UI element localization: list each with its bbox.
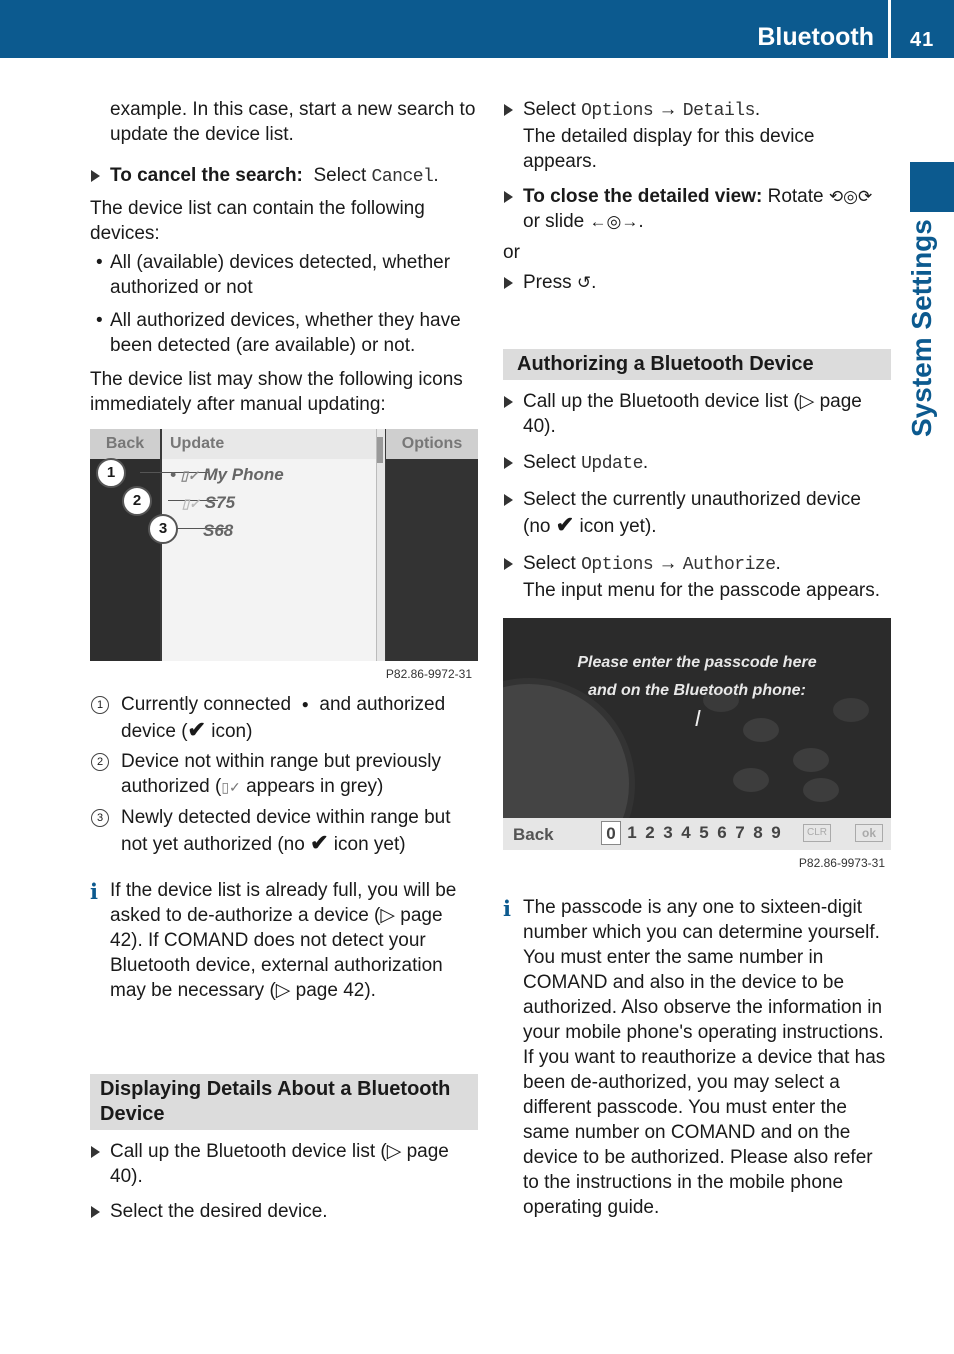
left-column-section <box>90 1074 478 1224</box>
digit-5: 5 <box>699 823 709 842</box>
phone-authorized-icon: ▯✓ <box>221 779 241 795</box>
device-list-screenshot <box>90 429 478 661</box>
section-heading-details: Displaying Details About a Bluetooth Device <box>90 1074 478 1130</box>
right-column <box>503 97 891 295</box>
device-row-s68: S68 <box>203 521 234 540</box>
device-row-my-phone: • ▯✓ My Phone <box>170 465 284 484</box>
screenshot-caption-2: P82.86-9973-31 <box>798 856 885 870</box>
digit-9: 9 <box>771 823 781 842</box>
auth-step-update: Select Update. <box>503 450 891 477</box>
clr-button: CLR <box>803 824 831 842</box>
back-button-icon: ↺ <box>576 273 592 292</box>
callout-1: 1 <box>96 458 126 488</box>
intro-text: example. In this case, start a new search to update the device list. <box>110 99 476 145</box>
callout-text-1: 1 Currently connected ● and authorized device (✔ icon) <box>90 692 478 744</box>
passcode-cursor <box>695 710 700 726</box>
auth-step-select-device: Select the currently unauthorized device (no ✔ icon yet). <box>503 487 891 539</box>
digit-6: 6 <box>717 823 727 842</box>
options-button: Options <box>386 429 478 459</box>
auth-step-authorize: Select Options → Authorize. The input menu for the passcode appears. <box>503 551 891 603</box>
left-column <box>90 97 478 1003</box>
digit-4: 4 <box>681 823 691 842</box>
digit-1: 1 <box>627 823 637 842</box>
right-column-section <box>503 349 891 1220</box>
back-button: Back <box>90 429 160 459</box>
digit-selector <box>601 821 785 845</box>
page-number: 41 <box>910 29 935 51</box>
digit-0: 0 <box>601 821 621 845</box>
step-call-up-list: Call up the Bluetooth device list (▷ page 40). <box>90 1139 478 1189</box>
section-heading-authorizing: Authorizing a Bluetooth Device <box>503 349 891 380</box>
bullet-authorized-devices: • All authorized devices, whether they have been detected (are available) or not. <box>90 308 478 358</box>
callout-text-3: 3 Newly detected device within range but not yet authorized (no ✔ icon yet) <box>90 805 478 857</box>
info-note: i If the device list is already full, you will be asked to de-authorize a device (▷ page 42). If COMAND does not detect your Bluetooth device, external authorization may be necessary (▷ page 42). <box>90 879 457 1001</box>
passcode-prompt-line2: and on the Bluetooth phone: <box>588 682 806 699</box>
or-text: or <box>503 242 520 263</box>
step-select-device: Select the desired device. <box>90 1199 478 1224</box>
side-tab-marker <box>910 162 954 212</box>
bullet-all-devices: • All (available) devices detected, whether authorized or not <box>90 250 478 300</box>
info-icon: i <box>503 896 511 921</box>
digit-2: 2 <box>645 823 655 842</box>
keypad-back-button: Back <box>513 825 554 844</box>
icons-intro: The device list may show the following icons immediately after manual updating: <box>90 369 463 415</box>
page-header <box>0 0 954 58</box>
step-close-detail-view: To close the detailed view: Rotate ⟲◎⟳ or slide ←◎→. <box>503 184 891 234</box>
callout-text-2: 2 Device not within range but previously authorized (▯✓ appears in grey) <box>90 749 478 800</box>
callout-2: 2 <box>122 486 152 516</box>
list-intro: The device list can contain the following devices: <box>90 198 425 244</box>
auth-step-call-up: Call up the Bluetooth device list (▷ page 40). <box>503 389 891 439</box>
checkmark-icon: ✔ <box>555 512 575 537</box>
ok-button: ok <box>855 824 883 842</box>
digit-3: 3 <box>663 823 673 842</box>
rotate-controller-icon: ⟲◎⟳ <box>828 187 873 206</box>
callout-3: 3 <box>148 514 178 544</box>
device-row-s75: ▯✓ S75 <box>182 493 236 512</box>
slide-controller-icon: ←◎→ <box>589 212 639 231</box>
info-icon: i <box>90 879 98 904</box>
screenshot-caption: P82.86-9972-31 <box>385 667 472 681</box>
cancel-step: To cancel the search: Select Cancel. <box>90 163 478 190</box>
passcode-info-note: i The passcode is any one to sixteen-digit number which you can determine yourself. You must enter the same number in COMAND and also in the device to be authorized. Also observe the information in your mobile phone's operating instructions. If you want to reauthorize a device that has been de-authorized, you may select a different passcode. You must enter the same number on COMAND and on the device to be authorized. Please also refer to the instructions in the mobile phone operating guide. <box>503 896 886 1218</box>
passcode-prompt-line1: Please enter the passcode here <box>577 654 817 671</box>
side-tab-title: System Settings <box>906 219 937 437</box>
step-press-back: Press ↺. <box>503 270 891 295</box>
checkmark-icon: ✔ <box>187 717 206 742</box>
digit-8: 8 <box>753 823 763 842</box>
passcode-screenshot <box>503 618 891 850</box>
header-divider <box>888 0 891 58</box>
header-title: Bluetooth <box>757 23 874 51</box>
digit-7: 7 <box>735 823 745 842</box>
update-header: Update <box>162 429 385 459</box>
step-options-details: Select Options → Details. The detailed display for this device appears. <box>503 97 891 174</box>
checkmark-icon: ✔ <box>310 830 329 855</box>
